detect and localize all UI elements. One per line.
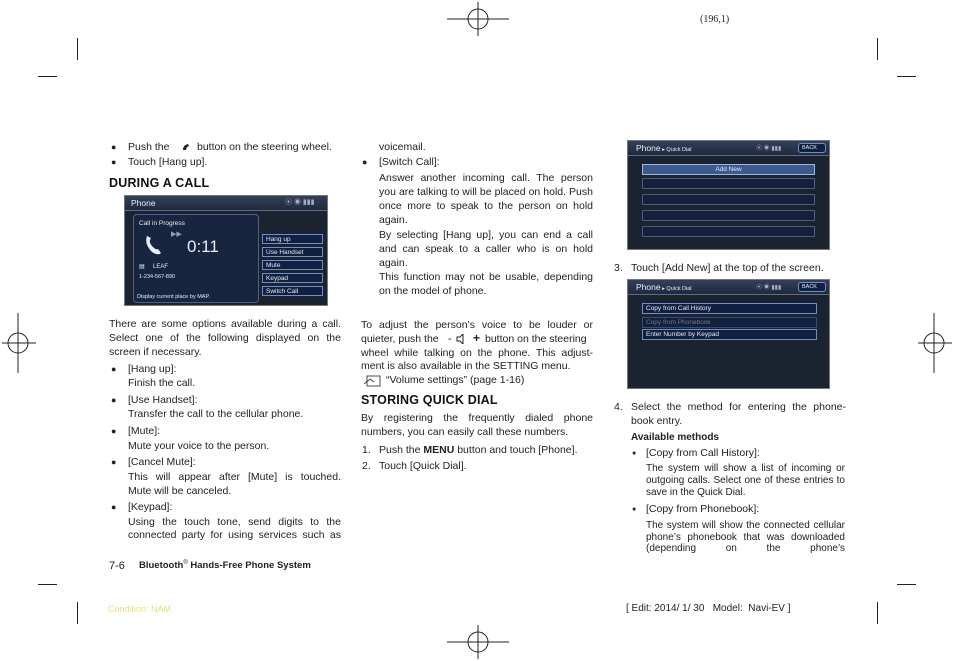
crop-mark: [77, 602, 78, 624]
step-number: 2.: [362, 460, 371, 472]
crop-mark: [897, 76, 916, 77]
bullet: ●: [111, 142, 117, 152]
list-row: [642, 226, 815, 237]
call-timer: 0:11: [187, 237, 219, 256]
option-label: [Mute]:: [128, 425, 161, 437]
option-desc: connected party for using services such as: [128, 529, 341, 541]
caller-number: 1-234-567-890: [139, 274, 176, 280]
switch-call-button[interactable]: Switch Call: [262, 286, 323, 296]
phone-hangup-icon: [181, 142, 191, 152]
step-text: Touch [Add New] at the top of the screen.: [631, 262, 824, 274]
map-hint: Display current place by MAP.: [137, 294, 210, 300]
methods-heading: Available methods: [631, 432, 719, 443]
screen-title: Phone ▸ Quick Dial: [636, 282, 692, 292]
registration-mark-left: [2, 313, 36, 373]
screen-entry-methods: [627, 279, 830, 389]
bullet: ●: [111, 457, 117, 467]
page-number: 7-6: [109, 560, 125, 572]
crop-mark: [897, 584, 916, 585]
phone-handset-icon: [143, 234, 163, 256]
registration-mark-top: [447, 2, 509, 36]
caller-name: LEAF: [153, 264, 169, 270]
page-reference: (196,1): [700, 14, 730, 25]
option-label: [Keypad]:: [128, 501, 173, 513]
crop-mark: [38, 76, 57, 77]
switch-call-desc: By selecting [Hang up], you can end a call and can speak to a caller who is on hold again.: [379, 229, 593, 269]
option-desc: Using the touch tone, send digits to the: [128, 516, 341, 528]
back-button[interactable]: BACK: [798, 143, 826, 153]
continued-text: voicemail.: [379, 141, 426, 153]
bullet: ●: [111, 502, 117, 512]
screen-quick-dial: [627, 140, 830, 250]
copy-from-phonebook-button[interactable]: Copy from Phonebook: [642, 317, 817, 328]
status-icons: ⦿ ◉ ▮▮▮: [756, 146, 782, 152]
bullet-text: Push the: [128, 141, 170, 153]
method-label: [Copy from Phonebook]:: [646, 503, 760, 515]
option-desc: Finish the call.: [128, 377, 196, 389]
bullet: ●: [111, 157, 117, 167]
option-label: [Switch Call]:: [379, 156, 440, 168]
add-new-button[interactable]: Add New: [642, 164, 815, 175]
list-row: [642, 210, 815, 221]
list-row: [642, 178, 815, 189]
contact-card-icon: ▤: [139, 264, 145, 270]
volume-text: ment is also available in the SETTING menu.: [361, 360, 571, 372]
volume-text: quieter, push the: [361, 333, 439, 345]
option-desc: Transfer the call to the cellular phone.: [128, 408, 304, 420]
back-button[interactable]: BACK: [798, 282, 826, 292]
mute-button[interactable]: Mute: [262, 260, 323, 270]
speaker-icon: [456, 334, 466, 344]
step-number: 3.: [614, 262, 623, 274]
call-status-label: Call in Progress: [139, 220, 185, 227]
option-desc: Mute your voice to the person.: [128, 440, 270, 452]
step-text: Touch [Quick Dial].: [379, 460, 467, 472]
method-label: [Copy from Call History]:: [646, 447, 760, 459]
heading-storing-quick-dial: STORING QUICK DIAL: [361, 393, 498, 407]
condition-label: Condition: NAM: [108, 604, 172, 614]
option-label: [Use Handset]:: [128, 394, 198, 406]
crop-mark: [877, 602, 878, 624]
intro-paragraph: There are some options available during a call. Select one of the following displayed on the screen if necessary.: [109, 318, 341, 358]
volume-text: To adjust the person’s voice to be louder or: [361, 319, 593, 331]
step-text: Select the method for entering the phone-book entry.: [631, 401, 846, 427]
hang-up-button[interactable]: Hang up: [262, 234, 323, 244]
bullet: ●: [111, 426, 117, 436]
status-icons: ⦿ ◉ ▮▮▮: [756, 285, 782, 291]
enter-number-by-keypad-button[interactable]: Enter Number by Keypad: [642, 329, 817, 340]
registration-mark-bottom: [447, 625, 509, 659]
bullet: ●: [111, 364, 117, 374]
crop-mark: [38, 584, 57, 585]
option-desc: This will appear after [Mute] is touched.: [128, 471, 341, 483]
switch-call-note: This function may not be usable, depending on the model of phone.: [379, 271, 593, 297]
heading-during-a-call: DURING A CALL: [109, 176, 210, 190]
bullet-text: button on the steering wheel.: [197, 141, 332, 153]
section-title: Bluetooth® Hands-Free Phone System: [139, 560, 311, 572]
keypad-button[interactable]: Keypad: [262, 273, 323, 283]
status-icons: ⦿ ◉ ▮▮▮: [285, 199, 315, 206]
registration-mark-right: [918, 313, 952, 373]
quick-dial-intro: By registering the frequently dialed phone numbers, you can easily call these numbers.: [361, 412, 593, 438]
bullet-text: Touch [Hang up].: [128, 156, 208, 168]
volume-reference[interactable]: “Volume settings” (page 1-16): [386, 374, 525, 386]
list-row: [642, 194, 815, 205]
crop-mark: [77, 38, 78, 60]
arrow-icon: ▶▶: [171, 231, 182, 238]
volume-text: wheel while talking on the phone. This adjust-: [361, 347, 593, 359]
step-number: 4.: [614, 401, 623, 413]
volume-text: button on the steering: [485, 333, 587, 345]
screen-title: Phone: [131, 198, 156, 208]
bullet: ●: [632, 506, 637, 513]
option-label: [Hang up]:: [128, 363, 177, 375]
bullet: ●: [362, 157, 368, 167]
method-desc: The system will show a list of incoming or outgoing calls. Select one of these entries to save in the Quick Dial.: [646, 463, 845, 498]
bullet: ●: [632, 450, 637, 457]
reference-icon: [364, 375, 382, 387]
option-desc: Mute will be canceled.: [128, 485, 232, 497]
volume-minus-icon: -: [448, 333, 452, 345]
screen-call-in-progress: [124, 195, 328, 306]
volume-plus-icon: +: [473, 331, 481, 345]
step-text: Push the MENU button and touch [Phone].: [379, 444, 578, 456]
bullet: ●: [111, 395, 117, 405]
edit-info: [ Edit: 2014/ 1/ 30 Model: Navi-EV ]: [626, 603, 791, 614]
option-label: [Cancel Mute]:: [128, 456, 196, 468]
copy-from-call-history-button[interactable]: Copy from Call History: [642, 303, 817, 314]
switch-call-desc: Answer another incoming call. The person you are talking to will be placed on hold. Push once more to speak to the person on hold again.: [379, 172, 593, 226]
step-number: 1.: [362, 444, 371, 456]
method-desc: The system will show the connected cellular phone’s phonebook that was downloaded (depending on the phone’s: [646, 520, 845, 554]
screen-title: Phone ▸ Quick Dial: [636, 143, 692, 153]
crop-mark: [877, 38, 878, 60]
use-handset-button[interactable]: Use Handset: [262, 247, 323, 257]
